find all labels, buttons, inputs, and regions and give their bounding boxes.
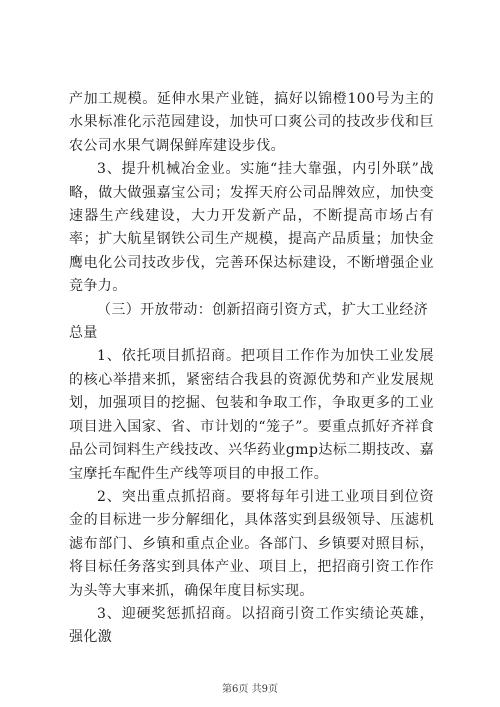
paragraph-key-investment: 2、突出重点抓招商。要将每年引进工业项目到位资金的目标进一步分解细化，具体落实到县级领导、压滤机滤布部门、乡镇和重点企业。各部门、乡镇要对照目标，将目标任务落实到具体产业、项目上，把招商引资工作作为头等大事来抓，确保年度目标实现。 (69, 488, 434, 599)
document-body (69, 88, 434, 650)
paragraph-incentive-investment: 3、迎硬奖惩抓招商。以招商引资工作实绩论英雄，强化激 (69, 605, 434, 646)
paragraph-machinery-metallurgy: 3、提升机械冶金业。实施“挂大靠强，内引外联”战略，做大做强嘉宝公司；发挥天府公司品牌效应，加快变速器生产线建设，大力开发新产品，不断提高市场占有率；扩大航星钢铁公司生产规模，提高产品质量；加快金鹰电化公司技改步伐，完善环保达标建设，不断增强企业竞争力。 (69, 161, 434, 295)
section-heading-open-investment: （三）开放带动：创新招商引资方式，扩大工业经济总量 (69, 301, 429, 342)
paragraph-continuation: 产加工规模。延伸水果产业链，搞好以锦橙100号为主的水果标准化示范园建设，加快可口爽公司的技改步伐和巨农公司水果气调保鲜库建设步伐。 (69, 91, 434, 154)
paragraph-project-investment: 1、依托项目抓招商。把项目工作作为加快工业发展的核心举措来抓，紧密结合我县的资源优势和产业发展规划，加强项目的挖掘、包装和争取工作，争取更多的工业项目进入国家、省、市计划的“笼子”。要重点抓好齐祥食品公司饲料生产线技改、兴华药业gmp达标二期技改、嘉宝摩托车配件生产线等项目的申报工作。 (69, 348, 434, 482)
page-number-footer: 第6页 共9页 (222, 684, 278, 695)
